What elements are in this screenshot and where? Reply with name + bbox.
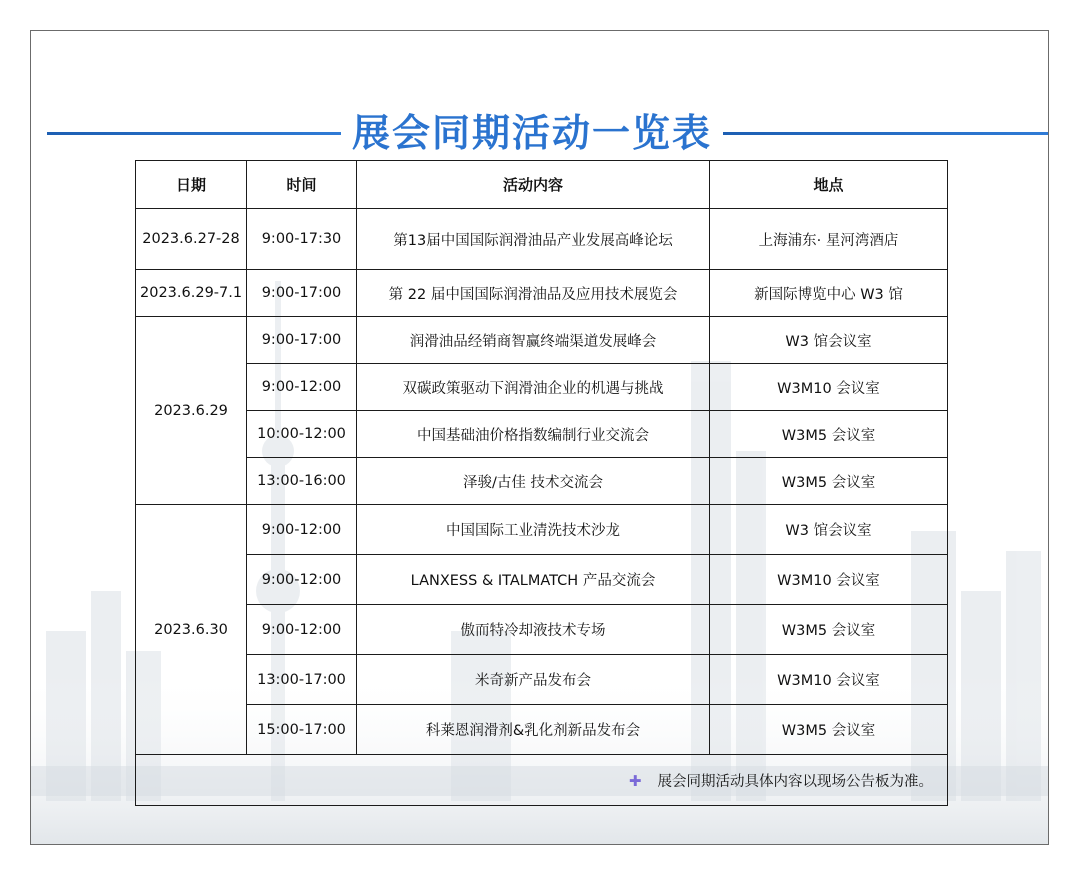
cell-venue: W3M5 会议室 [710, 411, 948, 458]
cell-date: 2023.6.29-7.1 [136, 270, 247, 317]
cell-venue: 上海浦东· 星河湾酒店 [710, 209, 948, 270]
cell-activity: 米奇新产品发布会 [357, 655, 710, 705]
cell-time: 9:00-17:00 [247, 270, 357, 317]
cell-activity: 第13届中国国际润滑油品产业发展高峰论坛 [357, 209, 710, 270]
table-row [136, 317, 948, 364]
table-row [136, 705, 948, 755]
schedule-table [135, 160, 948, 806]
table-row [136, 411, 948, 458]
cell-venue: W3 馆会议室 [710, 505, 948, 555]
table-row [136, 505, 948, 555]
table-row [136, 458, 948, 505]
cell-time: 9:00-12:00 [247, 364, 357, 411]
table-row [136, 270, 948, 317]
title-rule-left [47, 132, 341, 135]
header-time: 时间 [247, 161, 357, 209]
cell-time: 13:00-17:00 [247, 655, 357, 705]
cell-date-group: 2023.6.29 [136, 317, 247, 505]
header-venue: 地点 [710, 161, 948, 209]
cell-activity: 双碳政策驱动下润滑油企业的机遇与挑战 [357, 364, 710, 411]
table-row [136, 209, 948, 270]
cell-time: 9:00-12:00 [247, 605, 357, 655]
cell-activity: 中国基础油价格指数编制行业交流会 [357, 411, 710, 458]
table-row [136, 364, 948, 411]
table-row [136, 655, 948, 705]
header-activity: 活动内容 [357, 161, 710, 209]
note-cell [136, 755, 948, 806]
cell-time: 9:00-12:00 [247, 505, 357, 555]
cell-activity: 润滑油品经销商智赢终端渠道发展峰会 [357, 317, 710, 364]
cell-activity: 傲而特冷却液技术专场 [357, 605, 710, 655]
cell-activity: 第 22 届中国国际润滑油品及应用技术展览会 [357, 270, 710, 317]
cell-activity: LANXESS & ITALMATCH 产品交流会 [357, 555, 710, 605]
cell-activity: 中国国际工业清洗技术沙龙 [357, 505, 710, 555]
poster-frame [30, 30, 1049, 845]
cell-venue: W3M5 会议室 [710, 705, 948, 755]
cell-activity: 泽骏/古佳 技术交流会 [357, 458, 710, 505]
cell-activity: 科莱恩润滑剂&乳化剂新品发布会 [357, 705, 710, 755]
cell-venue: 新国际博览中心 W3 馆 [710, 270, 948, 317]
pin-icon: ✚ [628, 771, 642, 790]
cell-time: 9:00-17:00 [247, 317, 357, 364]
cell-time: 9:00-17:30 [247, 209, 357, 270]
cell-time: 13:00-16:00 [247, 458, 357, 505]
note-text: 展会同期活动具体内容以现场公告板为准。 [657, 773, 933, 790]
table-note-row [136, 755, 948, 806]
table-row [136, 555, 948, 605]
header-date: 日期 [136, 161, 247, 209]
table-header-row [136, 161, 948, 209]
cell-venue: W3M10 会议室 [710, 364, 948, 411]
cell-time: 10:00-12:00 [247, 411, 357, 458]
page-title: 展会同期活动一览表 [351, 111, 712, 155]
cell-venue: W3 馆会议室 [710, 317, 948, 364]
cell-date: 2023.6.27-28 [136, 209, 247, 270]
cell-venue: W3M5 会议室 [710, 605, 948, 655]
cell-venue: W3M10 会议室 [710, 555, 948, 605]
table-row [136, 605, 948, 655]
title-rule-right [723, 132, 1049, 135]
cell-time: 15:00-17:00 [247, 705, 357, 755]
cell-date-group: 2023.6.30 [136, 505, 247, 755]
cell-venue: W3M10 会议室 [710, 655, 948, 705]
cell-venue: W3M5 会议室 [710, 458, 948, 505]
cell-time: 9:00-12:00 [247, 555, 357, 605]
